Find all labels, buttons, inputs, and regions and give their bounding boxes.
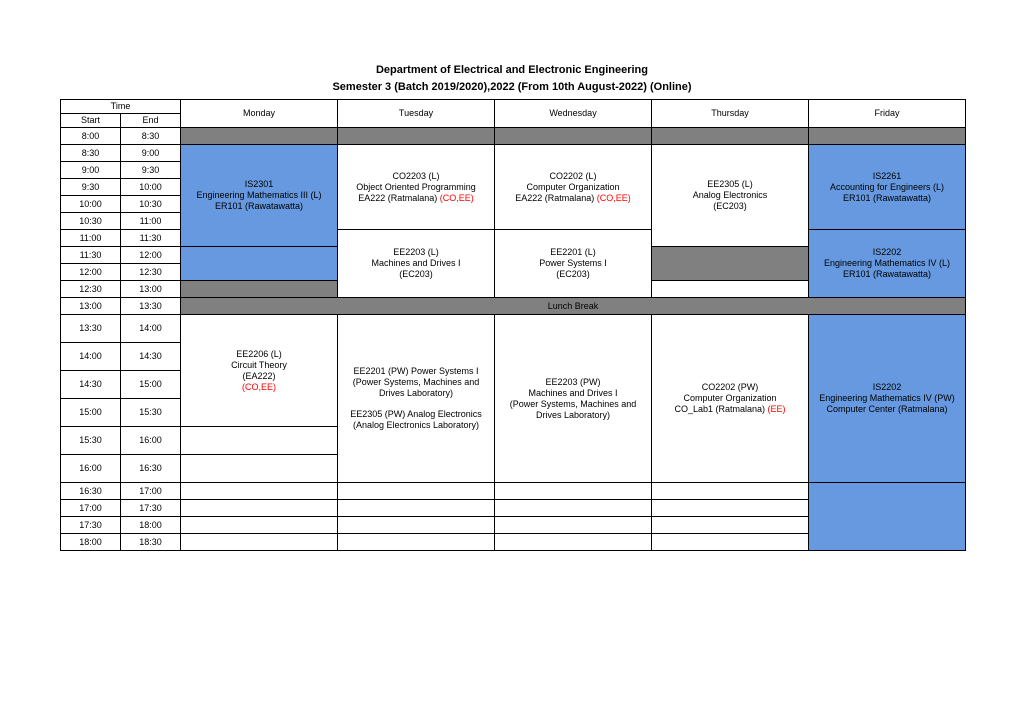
time-start: 13:30	[61, 315, 121, 343]
table-row	[61, 483, 966, 500]
time-start: 17:30	[61, 517, 121, 534]
slot-tue-1700	[338, 500, 495, 517]
slot-thu-1130-free	[652, 247, 809, 281]
time-end: 17:30	[121, 500, 181, 517]
time-end: 10:00	[121, 179, 181, 196]
table-row	[61, 298, 966, 315]
session-friday-is2202-pw: IS2202 Engineering Mathematics IV (PW) Computer Center (Ratmalana)	[809, 315, 966, 483]
slot-fri-0800	[809, 128, 966, 145]
time-end: 16:30	[121, 455, 181, 483]
session-monday-ee2206: EE2206 (L) Circuit Theory (EA222) (CO,EE)	[181, 315, 338, 427]
time-start: 11:00	[61, 230, 121, 247]
time-end: 9:30	[121, 162, 181, 179]
time-end: 18:30	[121, 534, 181, 551]
time-start: 14:30	[61, 371, 121, 399]
time-start: 16:30	[61, 483, 121, 500]
time-start: 9:00	[61, 162, 121, 179]
slot-mon-0800	[181, 128, 338, 145]
time-end: 14:00	[121, 315, 181, 343]
time-start: 12:00	[61, 264, 121, 281]
header-start: Start	[61, 114, 121, 128]
slot-mon-1800	[181, 534, 338, 551]
title-line-1: Department of Electrical and Electronic Engineering	[375, 64, 648, 76]
slot-thu-0800	[652, 128, 809, 145]
table-row	[61, 145, 966, 162]
lunch-break-row: Lunch Break	[181, 298, 966, 315]
slot-wed-1730	[495, 517, 652, 534]
title-line-2: Semester 3 (Batch 2019/2020),2022 (From 10th August-2022) (Online)	[332, 81, 692, 93]
session-wednesday-co2202: CO2202 (L) Computer Organization EA222 (Ratmalana) (CO,EE)	[495, 145, 652, 230]
session-thursday-ee2305: EE2305 (L) Analog Electronics (EC203)	[652, 145, 809, 247]
session-tag-co-ee: (CO,EE)	[439, 192, 474, 203]
timetable	[60, 99, 966, 551]
slot-mon-1130-free	[181, 247, 338, 281]
time-end: 18:00	[121, 517, 181, 534]
time-end: 17:00	[121, 483, 181, 500]
slot-thu-1800	[652, 534, 809, 551]
time-end: 11:00	[121, 213, 181, 230]
slot-mon-1600	[181, 455, 338, 483]
header-day-monday: Monday	[181, 100, 338, 128]
header-end: End	[121, 114, 181, 128]
time-start: 18:00	[61, 534, 121, 551]
slot-tue-1800	[338, 534, 495, 551]
time-start: 17:00	[61, 500, 121, 517]
time-end: 15:00	[121, 371, 181, 399]
session-friday-is2202-lecture: IS2202 Engineering Mathematics IV (L) ER101 (Rawatawatta)	[809, 230, 966, 298]
slot-mon-1530	[181, 427, 338, 455]
time-start: 11:30	[61, 247, 121, 264]
session-tuesday-practicals: EE2201 (PW) Power Systems I (Power Systems, Machines and Drives Laboratory) EE2305 (PW) Analog Electronics (Analog Electronics Laboratory)	[338, 315, 495, 483]
time-end: 13:00	[121, 281, 181, 298]
time-end: 16:00	[121, 427, 181, 455]
slot-tue-1730	[338, 517, 495, 534]
time-start: 8:00	[61, 128, 121, 145]
header-day-thursday: Thursday	[652, 100, 809, 128]
time-start: 13:00	[61, 298, 121, 315]
slot-wed-0800	[495, 128, 652, 145]
session-tuesday-ee2203: EE2203 (L) Machines and Drives I (EC203)	[338, 230, 495, 298]
header-day-friday: Friday	[809, 100, 966, 128]
time-end: 13:30	[121, 298, 181, 315]
table-header-row	[61, 100, 966, 114]
time-end: 9:00	[121, 145, 181, 162]
header-day-tuesday: Tuesday	[338, 100, 495, 128]
slot-mon-1230	[181, 281, 338, 298]
session-tuesday-co2203: CO2203 (L) Object Oriented Programming EA222 (Ratmalana) (CO,EE)	[338, 145, 495, 230]
time-start: 15:30	[61, 427, 121, 455]
slot-thu-1630	[652, 483, 809, 500]
time-start: 16:00	[61, 455, 121, 483]
session-tag-co-ee: (CO,EE)	[242, 381, 277, 392]
time-start: 10:00	[61, 196, 121, 213]
time-end: 10:30	[121, 196, 181, 213]
header-time: Time	[61, 100, 181, 114]
session-tag-co-ee: (CO,EE)	[596, 192, 631, 203]
session-wednesday-ee2201: EE2201 (L) Power Systems I (EC203)	[495, 230, 652, 298]
time-end: 12:30	[121, 264, 181, 281]
slot-tue-0800	[338, 128, 495, 145]
session-thursday-co2202-pw: CO2202 (PW) Computer Organization CO_Lab1 (Ratmalana) (EE)	[652, 315, 809, 483]
time-start: 10:30	[61, 213, 121, 230]
time-end: 15:30	[121, 399, 181, 427]
time-end: 8:30	[121, 128, 181, 145]
time-start: 8:30	[61, 145, 121, 162]
time-end: 11:30	[121, 230, 181, 247]
time-start: 12:30	[61, 281, 121, 298]
slot-wed-1800	[495, 534, 652, 551]
session-wednesday-ee2203-pw: EE2203 (PW) Machines and Drives I (Power Systems, Machines and Drives Laboratory)	[495, 315, 652, 483]
session-tag-ee: (EE)	[767, 404, 786, 414]
table-row	[61, 315, 966, 343]
session-monday-is2301: IS2301 Engineering Mathematics III (L) ER101 (Rawatawatta)	[181, 145, 338, 247]
slot-mon-1630	[181, 483, 338, 500]
slot-wed-1630	[495, 483, 652, 500]
table-row	[61, 128, 966, 145]
document-title	[0, 62, 1024, 96]
time-start: 15:00	[61, 399, 121, 427]
time-end: 14:30	[121, 343, 181, 371]
slot-thu-1700	[652, 500, 809, 517]
time-start: 14:00	[61, 343, 121, 371]
slot-wed-1700	[495, 500, 652, 517]
slot-tue-1630	[338, 483, 495, 500]
header-day-wednesday: Wednesday	[495, 100, 652, 128]
time-end: 12:00	[121, 247, 181, 264]
slot-mon-1730	[181, 517, 338, 534]
slot-thu-1730	[652, 517, 809, 534]
slot-fri-evening	[809, 483, 966, 551]
slot-mon-1700	[181, 500, 338, 517]
session-friday-is2261: IS2261 Accounting for Engineers (L) ER101 (Rawatawatta)	[809, 145, 966, 230]
time-start: 9:30	[61, 179, 121, 196]
